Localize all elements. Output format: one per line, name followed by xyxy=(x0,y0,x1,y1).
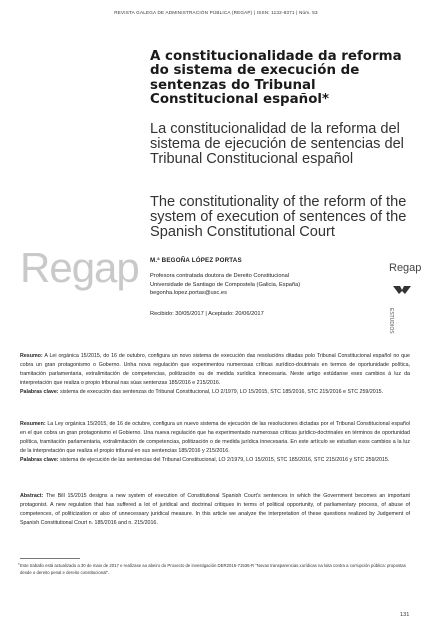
abstract-spanish xyxy=(20,420,410,465)
footnote-divider xyxy=(20,558,80,559)
regap-logo-large: Regap xyxy=(20,244,139,291)
abstract-text: La Ley orgánica 15/2015, de 16 de octubre, configura un nuevo sistema de ejecución de las resoluciones dictadas por el Tribunal Constitucional español en el que cobra un gran protagonismo el Gobierno. Una nueva regulación que ha experimentado numerosas críticas jurídico-doctrinales en términos de oportunidad política, tramitación parlamentaria, extralimitación de competencias, politización o de medida jurídica innecesaria. En este artículo se estudian esos cambios a la luz de la interpretación que realiza el propio tribunal en sus sentencias 185/2016 y 215/2016. xyxy=(20,421,410,454)
journal-header: REVISTA GALEGA DE ADMINISTRACIÓN PÚBLICA (REGAP) | ISSN: 1132-8371 | Núm. 53 xyxy=(114,10,318,15)
abstract-text: A Lei orgánica 15/2015, do 16 de outubro, configura un novo sistema de execución das resolucións ditadas polo Tribunal Constitucional español no que cobra un gran protagonismo o Goberno. Unha nova regulación que experimentou numerosas críticas xurídico-doutrinais en termos de oportunidade política, tramitación parlamentaria, extralimitación de competencias, politización ou de medida xurídica innecesaria. Neste artigo estúdanse eses cambios á luz da interpretación que realiza o propio tribunal nas súas sentenzas 185/2016 e 215/2016. xyxy=(20,353,410,386)
title-spanish: La constitucionalidad de la reforma del sistema de ejecución de sentencias del Tribunal Constitucional español xyxy=(150,121,404,168)
emblem-icon xyxy=(391,284,413,296)
received-accepted-dates: Recibido: 30/05/2017 | Aceptado: 20/06/2017 xyxy=(150,311,264,317)
abstract-label: Resumen: xyxy=(20,421,46,427)
section-label: ESTUDIOS xyxy=(388,308,394,334)
author-email: begonha.lopez.portas@usc.es xyxy=(150,290,227,297)
abstract-galician xyxy=(20,352,410,397)
title-english: The constitutionality of the reform of the system of execution of sentences of the Spanish Constitutional Court xyxy=(150,194,407,241)
title-galician: A constitucionalidade da reforma do sistema de execución de sentenzas do Tribunal Constitucional español* xyxy=(150,49,402,108)
abstract-label: Abstract: xyxy=(20,493,44,499)
author-university: Universidade de Santiago de Compostela (Galicia, España) xyxy=(150,281,301,288)
keywords-text: sistema de execución das sentenzas do Tribunal Constitucional, LO 2/1979, LO 15/2015, STC 185/2016, STC 215/2016 e STC 259/2015. xyxy=(60,389,384,395)
abstract-label: Resumo: xyxy=(20,353,43,359)
abstract-text: The Bill 15/2015 designs a new system of execution of Constitutional Spanish Court's sentences in which the Government becomes an important protagonist. A new regulation that has suffered a lot of juridical and doctrinal critiques in terms of political opportunity, of parliamentary process, of abuse of competences, of politicization or also of unnecessary juridical measure. In this article we analyze the interpretation of these questions realized by Judgement of Spanish Constitutional Court n. 185/2016 and n. 215/2016. xyxy=(20,493,410,526)
page-number: 131 xyxy=(400,612,410,618)
footnote-mark: * xyxy=(18,562,20,567)
regap-logo-small: Regap xyxy=(389,262,422,274)
keywords-label: Palabras clave: xyxy=(20,457,59,463)
footnote-text: Este traballo está actualizado a 30 de maio de 2017 e realízase ao abeiro do Proxecto de investigación DER2015-71536-R "Novas transparencias xurídicas na loita contra a corrupción pública: propostas desde o dereito penal e dereito constitucional". xyxy=(20,563,406,575)
author-affiliation xyxy=(150,272,370,298)
keywords-label: Palabras clave: xyxy=(20,389,59,395)
abstract-english xyxy=(20,492,410,528)
keywords-text: sistema de ejecución de las sentencias del Tribunal Constitucional, LO 2/1979, LO 15/2015, STC 185/2016, STC 215/2016 y STC 259/2015. xyxy=(60,457,390,463)
footnote xyxy=(20,563,410,577)
author-name: M.ª BEGOÑA LÓPEZ PORTAS xyxy=(150,257,242,264)
author-position: Profesora contratada doutora de Dereito Constitucional xyxy=(150,273,290,279)
